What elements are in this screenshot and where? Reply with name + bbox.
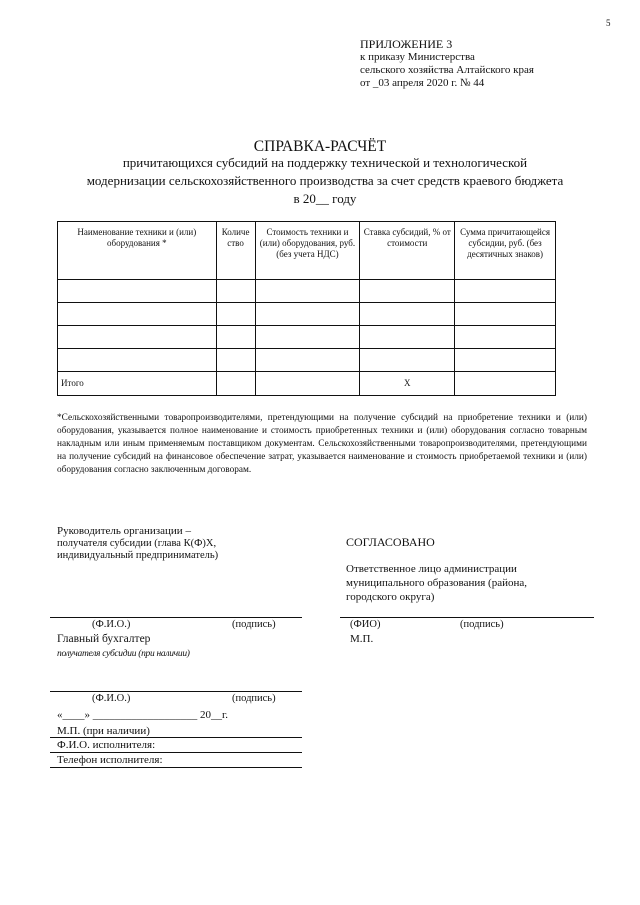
accountant-sublabel: получателя субсидии (при наличии) [57,649,190,659]
signature-label: (подпись) [232,619,276,630]
page-number: 5 [606,18,611,28]
table-row [58,326,556,349]
signature-line [340,617,594,618]
calculation-table [57,221,556,396]
head-block [57,525,218,563]
table-cell[interactable] [360,349,455,372]
table-cell[interactable] [455,349,556,372]
appendix-line: к приказу Министерства [360,51,475,63]
table-cell[interactable] [455,280,556,303]
appendix-line: от _03 апреля 2020 г. № 44 [360,77,485,89]
table-cell[interactable] [360,280,455,303]
responsible-line: городского округа) [346,591,435,603]
appendix-title: ПРИЛОЖЕНИЕ 3 [360,37,453,51]
total-label: Итого [58,372,217,396]
table-cell[interactable] [255,349,360,372]
date-field[interactable]: «____» ___________________ 20__г. [57,709,229,721]
document-subtitle [60,154,590,208]
table-row [58,303,556,326]
table-cell[interactable] [58,326,217,349]
table-cell[interactable] [216,372,255,396]
divider-line [50,767,302,768]
signature-line [50,617,302,618]
header-name: Наименование техники и (или) оборудования * [58,222,217,280]
subtitle-line: модернизации сельскохозяйственного производства за счет средств краевого бюджета [86,173,564,188]
table-row [58,349,556,372]
appendix-block [360,38,534,90]
agreed-label: СОГЛАСОВАНО [346,535,435,549]
table-cell[interactable] [360,303,455,326]
table-cell[interactable] [216,280,255,303]
header-rate: Ставка субсидий, % от стоимости [360,222,455,280]
table-cell[interactable] [455,303,556,326]
phone-field: Телефон исполнителя: [57,754,163,766]
signature-line [50,691,302,692]
table-cell[interactable] [255,280,360,303]
subtitle-line: в 20__ году [293,191,357,206]
table-cell[interactable] [455,326,556,349]
table-cell[interactable] [455,372,556,396]
head-line: получателя субсидии (глава К(Ф)Х, [57,537,217,549]
subtitle-line: причитающихся субсидий на поддержку технической и технологической [122,155,528,170]
document-title: СПРАВКА-РАСЧЁТ [253,138,387,155]
fio-label: (ФИО) [350,619,381,630]
responsible-line: муниципального образования (района, [346,577,527,589]
executor-field: Ф.И.О. исполнителя: [57,739,156,751]
table-cell[interactable] [216,303,255,326]
divider-line [50,737,302,738]
table-cell[interactable] [58,349,217,372]
table-cell[interactable] [255,372,360,396]
stamp-label: М.П. (при наличии) [57,725,150,737]
table-cell[interactable] [216,349,255,372]
total-row [58,372,556,396]
responsible-line: Ответственное лицо администрации [346,563,517,575]
table-cell[interactable] [255,326,360,349]
table-cell[interactable] [58,303,217,326]
header-sum: Сумма причитающейся субсидии, руб. (без десятичных знаков) [455,222,556,280]
table-cell[interactable] [255,303,360,326]
footnote: *Сельскохозяйственными товаропроизводителями, претендующими на получение субсидий на приобретение техники и (или) оборудования, указывается полное наименование и стоимость приобретенных техники и (или) оборудования согласно товарным накладным или иным применяемым поставщиком документам. Сельскохозяйственными товаропроизводителями, претендующими на получение субсидий на финансовое обеспечение затрат, указывается наименование и стоимость приобретаемой техники и (или) оборудования согласно заключенным договорам. [57,413,587,475]
divider-line [50,752,302,753]
table-cell[interactable] [58,280,217,303]
table-cell[interactable] [360,326,455,349]
responsible-block [346,562,527,604]
appendix-line: сельского хозяйства Алтайского края [360,64,534,76]
accountant-label: Главный бухгалтер [57,633,151,645]
signature-label: (подпись) [460,619,504,630]
header-cost: Стоимость техники и (или) оборудования, руб. (без учета НДС) [255,222,360,280]
head-line: индивидуальный предприниматель) [57,550,219,561]
header-quantity: Количе ство [216,222,255,280]
table-cell[interactable] [216,326,255,349]
fio-label: (Ф.И.О.) [92,693,131,704]
fio-label: (Ф.И.О.) [92,619,131,630]
table-row [58,280,556,303]
head-line: Руководитель организации – [57,525,191,537]
total-rate: X [360,372,455,396]
stamp-label: М.П. [350,633,374,645]
signature-label: (подпись) [232,693,276,704]
